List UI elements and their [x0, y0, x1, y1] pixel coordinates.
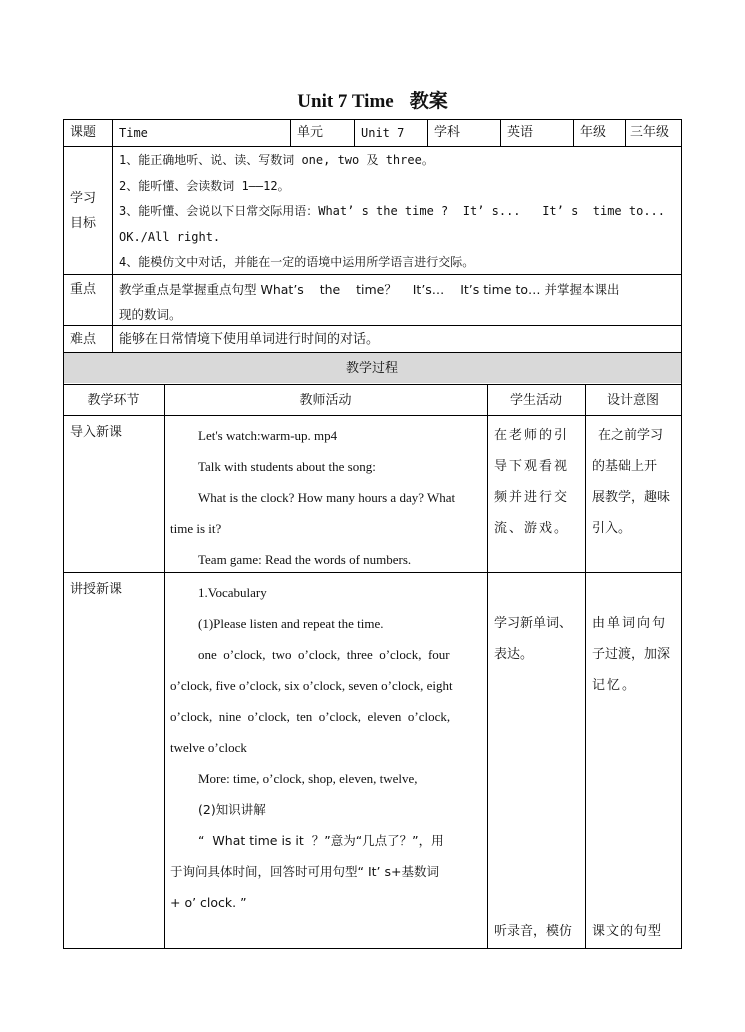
teacher-line: o’clock, nine o’clock, ten o’clock, eleven o’clock, — [170, 709, 451, 724]
teacher-line: + o’ clock. ” — [170, 895, 247, 910]
teacher-line: 1.Vocabulary — [198, 585, 267, 600]
topic-label: 课题 — [70, 125, 97, 140]
objectives-list — [119, 148, 679, 276]
teacher-line: Talk with students about the song: — [198, 459, 376, 474]
table-border — [500, 119, 501, 147]
objective-line: 4、能模仿文中对话，并能在一定的语境中运用所学语言进行交际。 — [119, 255, 475, 269]
objectives-label-2: 目标 — [70, 216, 97, 231]
row-design — [592, 608, 680, 701]
teacher-line: More: time, o’clock, shop, eleven, twelve, — [198, 771, 418, 786]
title-en: Unit 7 Time — [297, 91, 394, 112]
table-border — [63, 948, 682, 949]
table-border — [164, 384, 165, 949]
table-border — [63, 146, 682, 147]
teacher-line: “ What time is it ？”意为“几点了？”，用 — [198, 833, 444, 848]
title-cn: 教案 — [409, 90, 448, 112]
row-student-continued: 听录音，模仿 — [494, 924, 573, 939]
page-title — [0, 86, 745, 113]
key-points-line: 教学重点是掌握重点句型 What’s the time？ It’s… It’s time to… 并掌握本课出 — [119, 282, 620, 297]
teacher-line: (1)Please listen and repeat the time. — [198, 616, 384, 631]
row-teacher — [170, 577, 482, 918]
key-points-text — [119, 277, 679, 327]
row-stage: 讲授新课 — [70, 582, 123, 597]
student-line: 表达。 — [494, 647, 534, 662]
grade-value: 三年级 — [630, 125, 670, 140]
process-heading: 教学过程 — [345, 361, 398, 376]
objective-line: 3、能听懂、会说以下日常交际用语：What’ s the time ? It’ s... It’ s time to... — [119, 204, 666, 218]
grade-label: 年级 — [580, 125, 607, 140]
table-border — [573, 119, 574, 147]
student-line: 流、游戏。 — [494, 521, 570, 536]
subject-value: 英语 — [507, 125, 534, 140]
table-border — [625, 119, 626, 147]
student-line: 在老师的引 — [494, 428, 570, 443]
design-line: 在之前学习 — [598, 428, 664, 443]
teacher-line: 于询问具体时间，回答时可用句型“ It’ s+基数词 — [170, 864, 439, 879]
student-line: 学习新单词、 — [494, 616, 573, 631]
table-border — [112, 119, 113, 353]
table-border — [290, 119, 291, 147]
row-design-continued: 课文的句型 — [592, 924, 663, 939]
difficulties-label: 难点 — [70, 332, 97, 347]
student-line: 频并进行交 — [494, 490, 570, 505]
student-line: 导下观看视 — [494, 459, 570, 474]
teacher-line: one o’clock, two o’clock, three o’clock, four — [198, 647, 450, 662]
row-student — [494, 420, 586, 544]
table-border — [63, 119, 64, 949]
teacher-line: Let's watch:warm-up. mp4 — [198, 428, 338, 443]
key-points-label: 重点 — [70, 282, 97, 297]
teacher-line: What is the clock? How many hours a day? What — [198, 490, 456, 505]
row-student — [494, 608, 586, 670]
design-line: 的基础上开 — [592, 459, 658, 474]
design-line: 展教学，趣味 — [592, 490, 671, 505]
teacher-line: Team game: Read the words of numbers. — [198, 552, 412, 567]
topic-value: Time — [119, 126, 148, 140]
objective-line: 1、能正确地听、说、读、写数词 one, two 及 three。 — [119, 153, 434, 167]
teacher-line: time is it? — [170, 521, 222, 536]
col-student-header: 学生活动 — [509, 393, 562, 408]
table-border — [354, 119, 355, 147]
col-stage-header: 教学环节 — [87, 393, 140, 408]
design-line: 引入。 — [592, 521, 632, 536]
design-line: 子过渡，加深 — [592, 647, 671, 662]
table-border — [487, 384, 488, 949]
objective-line: 2、能听懂、会读数词 1——12。 — [119, 178, 290, 193]
key-points-line: 现的数词。 — [119, 307, 182, 322]
unit-label: 单元 — [297, 125, 324, 140]
objectives-label — [70, 186, 96, 236]
row-stage: 导入新课 — [70, 425, 123, 440]
table-border — [63, 415, 682, 416]
table-border — [63, 352, 682, 353]
row-design — [592, 420, 680, 544]
unit-value: Unit 7 — [361, 126, 405, 140]
col-design-header: 设计意图 — [606, 393, 659, 408]
table-border — [681, 119, 682, 949]
difficulties-text: 能够在日常情境下使用单词进行时间的对话。 — [119, 332, 380, 347]
row-teacher — [170, 420, 482, 575]
subject-label: 学科 — [434, 125, 461, 140]
objective-line: OK./All right. — [119, 229, 221, 244]
teacher-line: o’clock, five o’clock, six o’clock, seven o’clock, eight — [170, 678, 453, 693]
teacher-line: (2)知识讲解 — [198, 802, 266, 817]
design-line: 由单词向句 — [592, 616, 668, 631]
table-border — [63, 384, 682, 385]
teacher-line: twelve o’clock — [170, 740, 247, 755]
col-teacher-header: 教师活动 — [299, 393, 352, 408]
objectives-label-1: 学习 — [70, 191, 97, 206]
table-border — [427, 119, 428, 147]
design-line: 记忆。 — [592, 678, 638, 693]
